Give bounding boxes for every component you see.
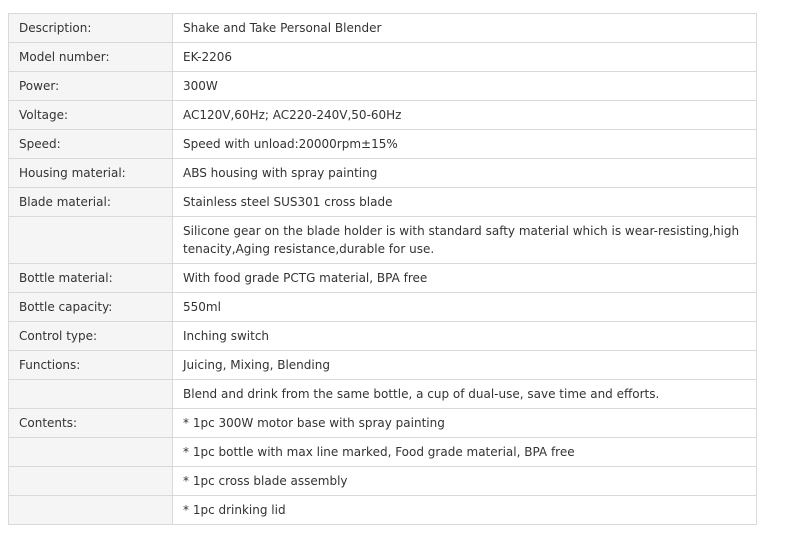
table-row	[9, 72, 757, 101]
row-label: Bottle capacity:	[9, 293, 173, 322]
row-label	[9, 380, 173, 409]
table-row	[9, 217, 757, 264]
row-label: Speed:	[9, 130, 173, 159]
row-value: 300W	[173, 72, 757, 101]
row-value: Silicone gear on the blade holder is with standard safty material which is wear-resisting,high tenacity,Aging resistance,durable for use.	[173, 217, 757, 264]
table-row	[9, 438, 757, 467]
row-label	[9, 467, 173, 496]
row-value: * 1pc 300W motor base with spray painting	[173, 409, 757, 438]
row-value: Stainless steel SUS301 cross blade	[173, 188, 757, 217]
row-label: Power:	[9, 72, 173, 101]
table-row	[9, 101, 757, 130]
row-label: Bottle material:	[9, 264, 173, 293]
row-label: Housing material:	[9, 159, 173, 188]
table-row	[9, 159, 757, 188]
row-value: Juicing, Mixing, Blending	[173, 351, 757, 380]
row-value: AC120V,60Hz; AC220-240V,50-60Hz	[173, 101, 757, 130]
table-row	[9, 322, 757, 351]
table-row	[9, 380, 757, 409]
row-label: Model number:	[9, 43, 173, 72]
row-label	[9, 217, 173, 264]
spec-table-body	[9, 14, 757, 525]
row-value: Blend and drink from the same bottle, a cup of dual-use, save time and efforts.	[173, 380, 757, 409]
row-value: ABS housing with spray painting	[173, 159, 757, 188]
row-value: EK-2206	[173, 43, 757, 72]
row-label: Description:	[9, 14, 173, 43]
table-row	[9, 496, 757, 525]
row-value: 550ml	[173, 293, 757, 322]
table-row	[9, 409, 757, 438]
row-label: Voltage:	[9, 101, 173, 130]
table-row	[9, 351, 757, 380]
table-row	[9, 43, 757, 72]
table-row	[9, 467, 757, 496]
row-label	[9, 496, 173, 525]
table-row	[9, 264, 757, 293]
spec-table	[8, 13, 757, 525]
row-label: Blade material:	[9, 188, 173, 217]
row-value: Inching switch	[173, 322, 757, 351]
row-label: Functions:	[9, 351, 173, 380]
row-value: Speed with unload:20000rpm±15%	[173, 130, 757, 159]
row-label: Control type:	[9, 322, 173, 351]
row-value: * 1pc cross blade assembly	[173, 467, 757, 496]
row-label	[9, 438, 173, 467]
row-value: * 1pc bottle with max line marked, Food grade material, BPA free	[173, 438, 757, 467]
table-row	[9, 130, 757, 159]
row-label: Contents:	[9, 409, 173, 438]
row-value: * 1pc drinking lid	[173, 496, 757, 525]
row-value: Shake and Take Personal Blender	[173, 14, 757, 43]
table-row	[9, 293, 757, 322]
table-row	[9, 14, 757, 43]
table-row	[9, 188, 757, 217]
row-value: With food grade PCTG material, BPA free	[173, 264, 757, 293]
